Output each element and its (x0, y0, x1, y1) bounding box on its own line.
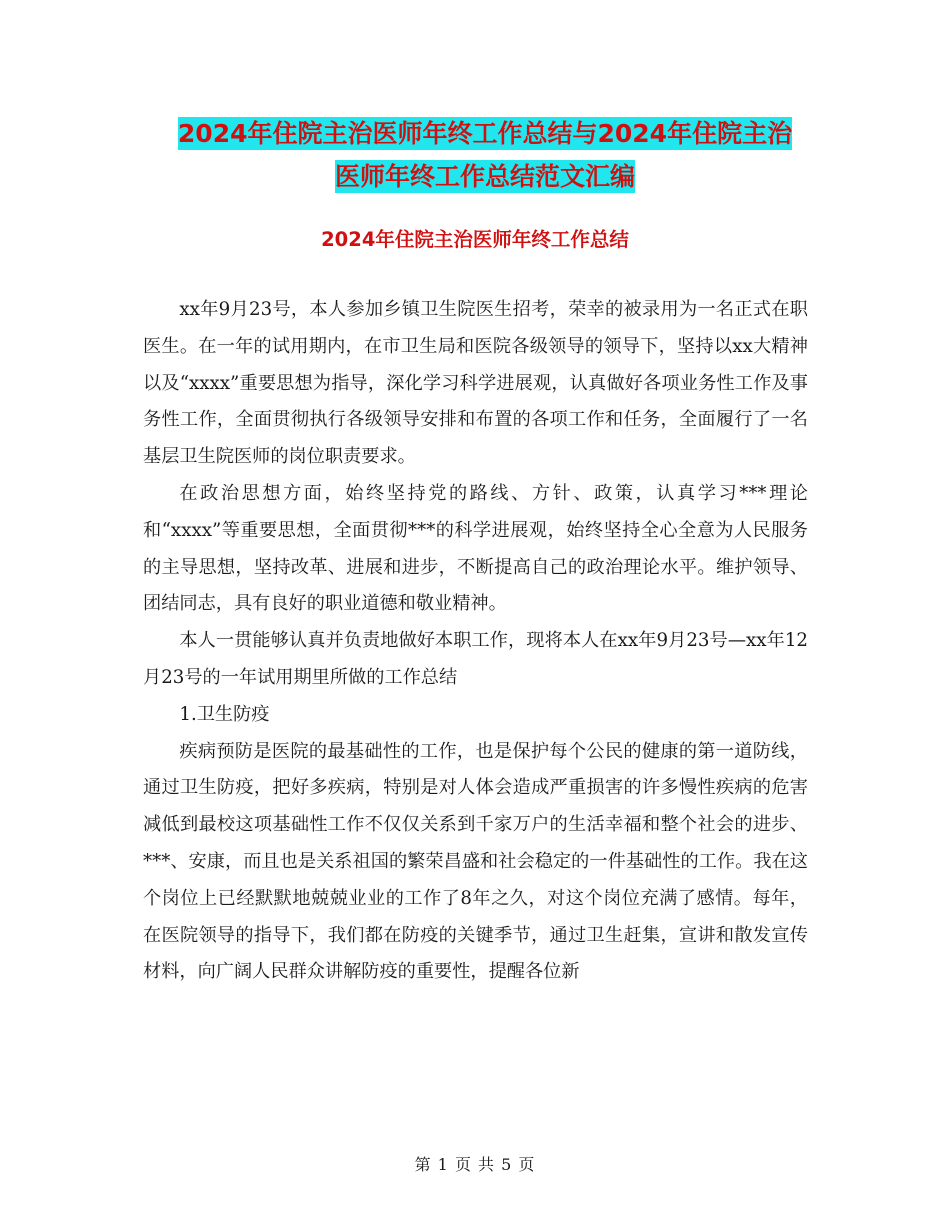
section-heading: 2024年住院主治医师年终工作总结 (321, 228, 629, 251)
document-title-line2: 医师年终工作总结范文汇编 (334, 162, 635, 191)
document-title (140, 112, 830, 198)
body-paragraph: 疾病预防是医院的最基础性的工作，也是保护每个公民的健康的第一道防线，通过卫生防疫，把好多疾病，特别是对人体会造成严重损害的许多慢性疾病的危害减低到最校这项基础性工作不仅仅关系到千家万户的生活幸福和整个社会的进步、***、安康，而且也是关系祖国的繁荣昌盛和社会稳定的一件基础性的工作。我在这个岗位上已经默默地兢兢业业的工作了8年之久，对这个岗位充满了感情。每年，在医院领导的指导下，我们都在防疫的关键季节，通过卫生赶集，宣讲和散发宣传材料，向广阔人民群众讲解防疫的重要性，提醒各位新 (143, 740, 808, 983)
body-paragraph: xx年9月23号，本人参加乡镇卫生院医生招考，荣幸的被录用为一名正式在职医生。在一年的试用期内，在市卫生局和医院各级领导的领导下，坚持以xx大精神以及“xxxx”重要思想为指导，深化学习科学进展观，认真做好各项业务性工作及事务性工作，全面贯彻执行各级领导安排和布置的各项工作和任务，全面履行了一名基层卫生院医师的岗位职责要求。 (143, 299, 808, 468)
body-paragraph: 本人一贯能够认真并负责地做好本职工作，现将本人在xx年9月23号—xx年12月23号的一年试用期里所做的工作总结 (143, 630, 808, 688)
page-footer: 第 1 页 共 5 页 (414, 1155, 536, 1174)
body-paragraph: 在政治思想方面，始终坚持党的路线、方针、政策，认真学习***理论和“xxxx”等重要思想，全面贯彻***的科学进展观，始终坚持全心全意为人民服务的主导思想，坚持改革、进展和进步，不断提高自己的政治理论水平。维护领导、团结同志，具有良好的职业道德和敬业精神。 (143, 482, 808, 615)
body-paragraph: 1.卫生防疫 (179, 703, 270, 725)
document-title-line1: 2024年住院主治医师年终工作总结与2024年住院主治 (177, 119, 793, 148)
document-body (143, 292, 808, 991)
